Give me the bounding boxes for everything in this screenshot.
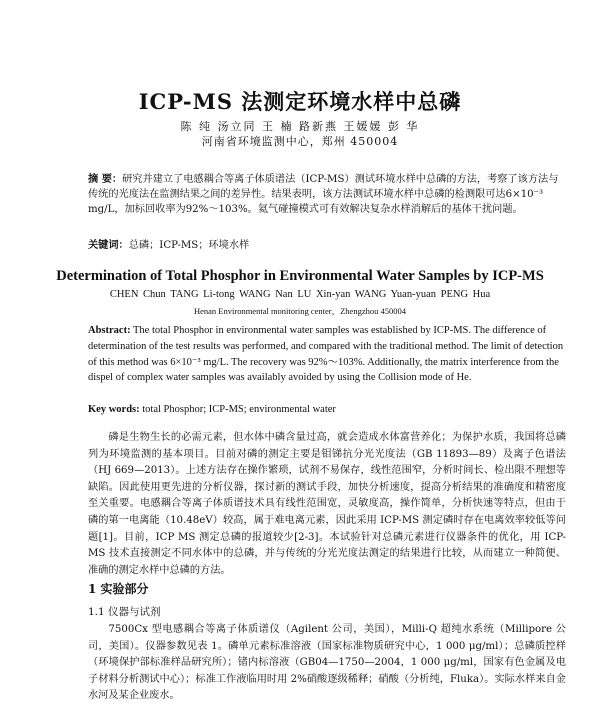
section-heading-1: 1 实验部分: [88, 582, 149, 596]
abstract-en-text: The total Phosphor in environmental water samples was established by ICP-MS. The difference of determination of the test results was performed, and compared with the traditional method. The limit of detection of this method was 6×10⁻³ mg/L. The recovery was 92%～103%. Additionally, the matrix interference from the dispel of complex water samples was availably avoided by using the Collision mode of He.: [88, 325, 564, 384]
authors-cn: 陈 纯 汤立同 王 楠 路新燕 王媛媛 彭 华: [180, 120, 420, 133]
keywords-cn: [88, 238, 566, 253]
keywords-cn-label: 关键词：: [88, 239, 129, 251]
keywords-en: [88, 402, 566, 418]
abstract-en: [88, 323, 566, 386]
keywords-en-text: total Phosphor; ICP-MS; environmental water: [142, 404, 336, 415]
abstract-cn: [88, 172, 566, 217]
paper-title-en: Determination of Total Phosphor in Environmental Water Samples by ICP-MS: [56, 268, 544, 284]
paper-title-cn: ICP-MS 法测定环境水样中总磷: [138, 89, 462, 114]
abstract-cn-text: 研究并建立了电感耦合等离子体质谱法（ICP-MS）测试环境水样中总磷的方法，考察了该方法与传统的光度法在监测结果之间的差异性。结果表明，该方法测试环境水样中总磷的检测限可达6×10⁻³ mg/L，加标回收率为92%～103%。氦气碰撞模式可有效解决复杂水样消解后的基体干扰问题。: [88, 174, 559, 215]
intro-paragraph: 磷是生物生长的必需元素，但水体中磷含量过高，就会造成水体富营养化；为保护水质，我国将总磷列为环境监测的基本项目。目前对磷的测定主要是钼锑抗分光光度法（GB 11893—89）及离子色谱法（HJ 669—2013）。上述方法存在操作繁琐，试剂不易保存，线性范围窄，分析时间长、检出限不理想等缺陷。因此使用更先进的分析仪器，探讨新的测试手段，加快分析速度，提高分析结果的准确度和精密度至关重要。电感耦合等离子体质谱技术具有线性范围宽，灵敏度高，操作简单，分析快速等特点，但由于磷的第一电离能（10.48eV）较高，属于难电离元素，因此采用 ICP-MS 测定磷时存在电离效率较低等问题[1]。目前，ICP MS 测定总磷的报道较少[2-3]。本试验针对总磷元素进行仪器条件的优化，用 ICP-MS 技术直接测定不同水体中的总磷，并与传统的分光光度法测定的结果进行比较，从而建立一种简便、准确的测定水样中总磷的方法。: [88, 432, 566, 576]
affiliation-en: Henan Environmental monitoring center，Zhengzhou 450004: [194, 306, 406, 316]
affiliation-cn: 河南省环境监测中心，郑州 450004: [201, 135, 399, 148]
keywords-cn-text: 总磷；ICP-MS；环境水样: [128, 240, 250, 251]
abstract-en-label: Abstract:: [88, 325, 131, 336]
instrument-paragraph: 7500Cx 型电感耦合等离子体质谱仪（Agilent 公司，美国），Milli-Q 超纯水系统（Millipore 公司，美国）。仪器参数见表 1。磷单元素标准溶液（国家标准物质研究中心，1 000 μg/ml）；总磷质控样（环境保护部标准样品研究所）；锗内标溶液（GB04—1750—2004，1 000 μg/ml，国家有色金属及电子材料分析测试中心）；标准工作液临用时用 2%硝酸逐级稀释；硝酸（分析纯，Fluka）。实际水样来自金水河及某企业废水。: [88, 624, 566, 702]
abstract-cn-label: 摘 要：: [88, 173, 123, 185]
subsection-heading-1-1: 1.1 仪器与试剂: [88, 606, 161, 618]
authors-en: CHEN Chun TANG Li-tong WANG Nan LU Xin-yan WANG Yuan-yuan PENG Hua: [109, 289, 491, 300]
keywords-en-label: Key words:: [88, 404, 140, 415]
